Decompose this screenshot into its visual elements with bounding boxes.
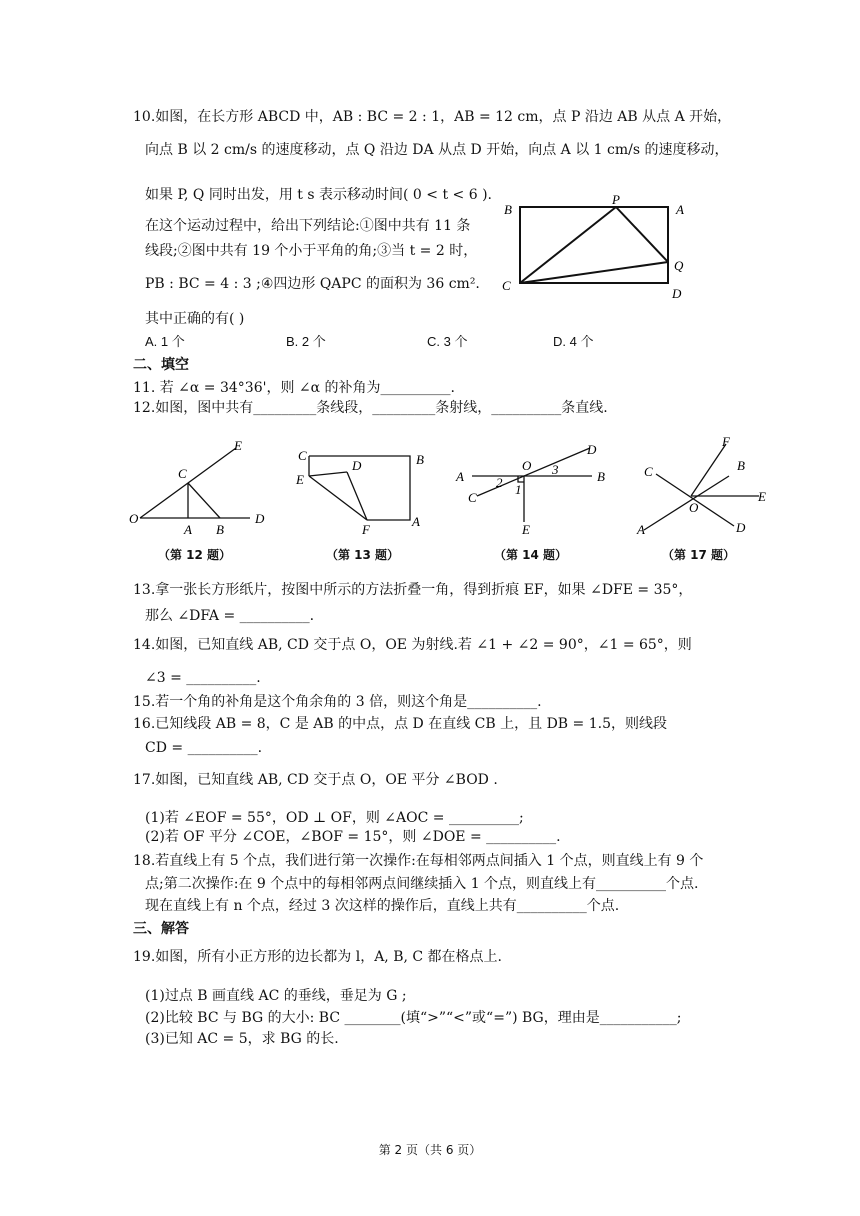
page-footer: 第 2 页（共 6 页） — [378, 1143, 482, 1157]
q17-part1: (1)若 ∠EOF = 55°，OD ⊥ OF，则 ∠AOC = __________; — [145, 810, 524, 826]
label-f: F — [722, 434, 730, 449]
label-o: O — [522, 458, 532, 473]
label-p: P — [612, 192, 620, 207]
label-e: E — [758, 489, 766, 504]
q10-line4: 在这个运动过程中，给出下列结论:①图中共有 11 条 — [145, 218, 471, 234]
option-c: C. 3 个 — [427, 334, 468, 349]
label-d: D — [352, 458, 362, 473]
q10-line2: 向点 B 以 2 cm/s 的速度移动，点 Q 沿边 DA 从点 D 开始，向点 A 以 1 cm/s 的速度移动， — [145, 142, 729, 158]
caption-q13: （第 13 题） — [326, 548, 400, 562]
label-a: A — [676, 202, 684, 217]
q11: 11. 若 ∠α = 34°36'，则 ∠α 的补角为__________. — [133, 380, 455, 396]
caption-q17: （第 17 题） — [662, 548, 736, 562]
label-e: E — [296, 472, 304, 487]
option-b: B. 2 个 — [286, 334, 326, 349]
q19-line1: 19.如图，所有小正方形的边长都为 l，A, B, C 都在格点上. — [133, 949, 503, 965]
label-b: B — [597, 469, 605, 484]
label-2: 2 — [496, 475, 503, 490]
label-f: F — [362, 522, 370, 537]
q14-line1: 14.如图，已知直线 AB, CD 交于点 O，OE 为射线.若 ∠1 + ∠2 = 90°，∠1 = 65°，则 — [133, 637, 692, 653]
label-d: D — [255, 511, 265, 526]
label-q: Q — [674, 258, 684, 273]
q19-part3: (3)已知 AC = 5，求 BG 的长. — [145, 1031, 339, 1047]
label-a: A — [412, 514, 420, 529]
label-a: A — [637, 522, 645, 537]
q15: 15.若一个角的补角是这个角余角的 3 倍，则这个角是__________. — [133, 694, 542, 710]
option-d: D. 4 个 — [553, 334, 594, 349]
q17-line1: 17.如图，已知直线 AB, CD 交于点 O，OE 平分 ∠BOD . — [133, 772, 498, 788]
q12: 12.如图，图中共有_________条线段，_________条射线，__________条直线. — [133, 400, 608, 416]
q10-line7: 其中正确的有( ) — [145, 311, 245, 327]
figure-q12 — [128, 438, 273, 538]
section-fill-blank: 二、填空 — [133, 357, 189, 373]
caption-q14: （第 14 题） — [494, 548, 568, 562]
label-1: 1 — [515, 482, 522, 497]
label-b: B — [416, 452, 424, 467]
label-c: C — [178, 466, 187, 481]
q10-line3: 如果 P, Q 同时出发，用 t s 表示移动时间( 0 < t < 6 ). — [145, 187, 492, 203]
label-a: A — [184, 522, 192, 537]
q14-line2: ∠3 = __________. — [145, 670, 261, 686]
q18-line1: 18.若直线上有 5 个点，我们进行第一次操作:在每相邻两点间插入 1 个点，则直线上有 9 个 — [133, 853, 704, 869]
label-d: D — [736, 520, 746, 535]
q10-line6: PB : BC = 4 : 3 ;④四边形 QAPC 的面积为 36 cm². — [145, 276, 480, 292]
q13-line1: 13.拿一张长方形纸片，按图中所示的方法折叠一角，得到折痕 EF，如果 ∠DFE = 35°， — [133, 582, 693, 598]
q10-line1: 10.如图，在长方形 ABCD 中，AB : BC = 2 : 1，AB = 12 cm，点 P 沿边 AB 从点 A 开始， — [133, 109, 732, 125]
q10-line5: 线段;②图中共有 19 个小于平角的角;③当 t = 2 时， — [145, 243, 478, 259]
label-o: O — [129, 511, 139, 526]
section-answer: 三、解答 — [133, 921, 189, 937]
figure-q17 — [634, 434, 774, 538]
label-c: C — [468, 490, 477, 505]
q19-part1: (1)过点 B 画直线 AC 的垂线，垂足为 G ; — [145, 988, 407, 1004]
q17-part2: (2)若 OF 平分 ∠COE，∠BOF = 15°，则 ∠DOE = __________. — [145, 829, 561, 845]
figure-q14 — [452, 436, 612, 536]
figure-q10 — [498, 190, 708, 305]
caption-q12: （第 12 题） — [158, 548, 232, 562]
label-b: B — [216, 522, 224, 537]
label-d: D — [672, 286, 682, 301]
label-c: C — [502, 278, 511, 293]
label-o: O — [689, 500, 699, 515]
label-a: A — [456, 469, 464, 484]
label-e: E — [522, 522, 530, 536]
q18-line2: 点;第二次操作:在 9 个点中的每相邻两点间继续插入 1 个点，则直线上有__________个点. — [145, 876, 699, 892]
label-3: 3 — [552, 462, 559, 477]
label-b: B — [737, 458, 745, 473]
figure-q13 — [292, 444, 432, 539]
q16-line2: CD = __________. — [145, 740, 263, 756]
q18-line3: 现在直线上有 n 个点，经过 3 次这样的操作后，直线上共有__________个点. — [145, 898, 620, 914]
label-c: C — [644, 464, 653, 479]
label-d: D — [587, 442, 597, 457]
q16-line1: 16.已知线段 AB = 8，C 是 AB 的中点，点 D 在直线 CB 上，且 DB = 1.5，则线段 — [133, 716, 667, 732]
label-b: B — [504, 202, 512, 217]
label-c: C — [298, 448, 307, 463]
q13-line2: 那么 ∠DFA = __________. — [145, 608, 315, 624]
option-a: A. 1 个 — [145, 334, 185, 349]
q19-part2: (2)比较 BC 与 BG 的大小: BC ________(填“>”“<”或“=”) BG，理由是___________; — [145, 1010, 682, 1026]
label-e: E — [234, 438, 242, 453]
